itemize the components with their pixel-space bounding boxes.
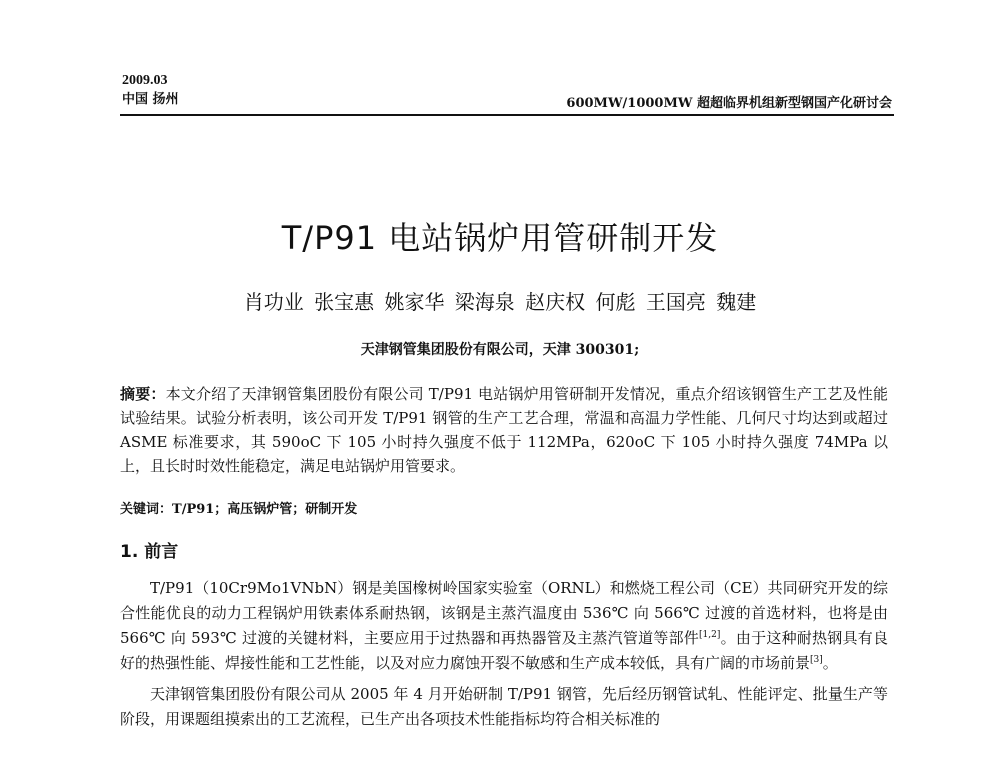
body-paragraph-1 bbox=[120, 576, 888, 676]
abstract-text: 本文介绍了天津钢管集团股份有限公司 T/P91 电站锅炉用管研制开发情况，重点介绍该钢管生产工艺及性能试验结果。试验分析表明，该公司开发 T/P91 钢管的生产工艺合理，常温和高温力学性能、几何尺寸均达到或超过 ASME 标准要求，其 590oC 下 105 小时持久强度不低于 112MPa，620oC 下 105 小时持久强度 74MPa 以上，且长时时效性能稳定，满足电站锅炉用管要求。 bbox=[120, 385, 888, 475]
header-date: 2009.03 bbox=[122, 73, 168, 88]
keywords-label: 关键词： bbox=[120, 502, 173, 517]
header-place: 中国 扬州 bbox=[122, 92, 179, 107]
paper-authors: 肖功业 张宝惠 姚家华 梁海泉 赵庆权 何彪 王国亮 魏建 bbox=[243, 290, 757, 314]
keywords-text: T/P91；高压锅炉管；研制开发 bbox=[172, 502, 358, 517]
body-paragraph-2: 天津钢管集团股份有限公司从 2005 年 4 月开始研制 T/P91 钢管，先后经历钢管试轧、性能评定、批量生产等阶段，用课题组摸索出的工艺流程，已生产出各项技术性能指标均符合相关标准的 bbox=[120, 685, 888, 728]
citation-ref-1: [1,2] bbox=[699, 630, 721, 640]
section-body bbox=[120, 576, 888, 738]
section-heading: 1. 前言 bbox=[120, 542, 179, 562]
header-rule bbox=[120, 114, 894, 116]
abstract-label: 摘要： bbox=[120, 385, 166, 403]
header-conference: 600MW/1000MW 超超临界机组新型钢国产化研讨会 bbox=[566, 96, 892, 111]
paragraph-1-part-b: 。由于这种耐热钢具有良好的热强性能、焊接性能和工艺性能，以及对应力腐蚀开裂不敏感和生产成本较低，具有广阔的市场前景 bbox=[120, 629, 888, 672]
paragraph-1-part-a: T/P91（10Cr9Mo1VNbN）钢是美国橡树岭国家实验室（ORNL）和燃烧工程公司（CE）共同研究开发的综合性能优良的动力工程锅炉用铁素体系耐热钢，该钢是主蒸汽温度由 536℃ 向 566℃ 过渡的首选材料，也将是由 566℃ 向 593℃ 过渡的关键材料，主要应用于过热器和再热器管及主蒸汽管道等部件 bbox=[120, 579, 888, 647]
citation-ref-2: [3] bbox=[810, 655, 823, 665]
abstract bbox=[120, 382, 888, 478]
paper-title: T/P91 电站锅炉用管研制开发 bbox=[281, 219, 719, 257]
paragraph-1-part-c: 。 bbox=[822, 654, 838, 672]
paper-affiliation: 天津钢管集团股份有限公司，天津 300301; bbox=[360, 342, 640, 358]
keywords bbox=[120, 500, 888, 520]
